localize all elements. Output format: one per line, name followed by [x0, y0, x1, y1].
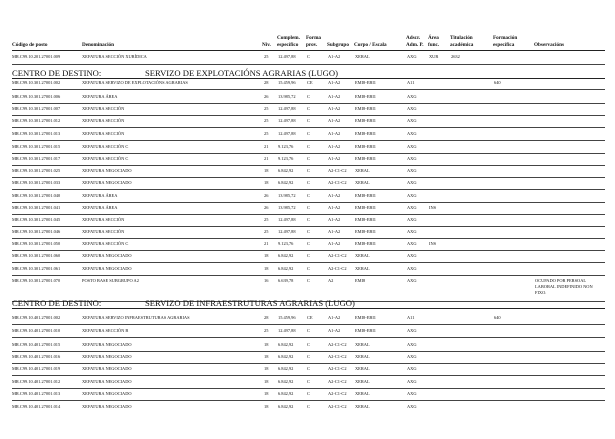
- row-denomination: XEFATURA SECCIÓN: [82, 217, 125, 222]
- row-complement: 12.497,88: [278, 328, 296, 333]
- row-level: 25: [264, 217, 269, 222]
- header-area-1: Área: [428, 35, 439, 41]
- row-divider: [12, 153, 605, 154]
- row-provision: C: [307, 266, 310, 271]
- row-corps: EMI8-EBI1: [355, 131, 376, 136]
- row-level: 16: [264, 278, 269, 283]
- row-adscription: AXG: [407, 180, 417, 185]
- row-observations: OCUPADO POR PERSOAL: [535, 278, 587, 283]
- row-qualification: 2632: [451, 54, 460, 59]
- row-denomination: XEFATURA SECCIÓN C: [82, 144, 129, 149]
- row-provision: CE: [307, 80, 313, 85]
- header-codigo: Código de posto: [12, 42, 48, 48]
- row-code: MR.C99.10.301.27001.070: [12, 278, 61, 283]
- row-complement: 12.497,88: [278, 118, 296, 123]
- row-subgroup: A2-C1-C2: [328, 168, 347, 173]
- row-denomination: XEFATURA SECCIÓN B: [82, 328, 129, 333]
- row-divider: [12, 250, 605, 251]
- row-subgroup: A1-A2: [328, 80, 341, 85]
- row-subgroup: A2-C1-C2: [328, 366, 347, 371]
- row-provision: C: [307, 131, 310, 136]
- row-denomination: XEFATURA NEGOCIADO: [82, 180, 132, 185]
- row-code: MR.C99.10.301.27001.033: [12, 180, 61, 185]
- row-provision: C: [307, 217, 310, 222]
- row-denomination: XEFATURA NEGOCIADO: [82, 168, 132, 173]
- row-corps: EMI8-EBI1: [355, 193, 376, 198]
- row-adscription: AXG: [407, 144, 417, 149]
- header-rule: [12, 50, 605, 51]
- row-divider: [12, 103, 605, 104]
- row-adscription: AXG: [407, 217, 417, 222]
- section-title: SERVIZO DE INFRAESTRUTURAS AGRARIAS (LUGO): [145, 298, 355, 308]
- row-divider: [12, 89, 605, 90]
- row-corps: EMI8-EBI1: [355, 156, 376, 161]
- row-adscription: AXG: [407, 379, 417, 384]
- row-level: 26: [264, 205, 269, 210]
- row-area: XUR: [429, 54, 439, 59]
- row-complement: 12.497,88: [278, 131, 296, 136]
- row-subgroup: A1-A2: [328, 205, 341, 210]
- row-level: 25: [264, 54, 269, 59]
- row-corps: EMI8-EBI1: [355, 229, 376, 234]
- row-adscription: AXG: [407, 118, 417, 123]
- row-divider: [12, 64, 605, 65]
- row-divider: [12, 238, 605, 239]
- row-complement: 15.459,96: [278, 80, 296, 85]
- row-corps: XERAL: [355, 253, 370, 258]
- row-denomination: XEFATURA NEGOCIADO: [82, 366, 132, 371]
- section-rule: [12, 78, 605, 79]
- row-complement: 6.842,92: [278, 342, 294, 347]
- row-complement: 9.123,76: [278, 156, 294, 161]
- row-divider: [12, 337, 605, 338]
- row-level: 18: [264, 379, 269, 384]
- row-subgroup: A1-A2: [328, 156, 341, 161]
- row-provision: C: [307, 205, 310, 210]
- row-code: MR.C99.10.301.27001.040: [12, 193, 61, 198]
- row-provision: C: [307, 253, 310, 258]
- row-divider: [12, 363, 605, 364]
- row-divider: [12, 351, 605, 352]
- row-complement: 6.842,92: [278, 354, 294, 359]
- row-complement: 6.842,92: [278, 266, 294, 271]
- row-subgroup: A2-C1-C2: [328, 391, 347, 396]
- row-denomination: XEFATURA ÁREA: [82, 205, 118, 210]
- row-code: MR.C99.10.401.27001.010: [12, 328, 61, 333]
- header-forma-1: Forma: [306, 35, 321, 41]
- row-provision: C: [307, 180, 310, 185]
- row-provision: C: [307, 54, 310, 59]
- row-level: 18: [264, 342, 269, 347]
- row-provision: C: [307, 156, 310, 161]
- row-level: 26: [264, 94, 269, 99]
- header-titulacion-1: Titulación: [450, 35, 473, 41]
- row-subgroup: A2-C1-C2: [328, 253, 347, 258]
- row-adscription: AXG: [407, 266, 417, 271]
- row-code: MR.C99.10.401.27001.014: [12, 404, 61, 409]
- row-denomination: XEFATURA SECCIÓN C: [82, 156, 129, 161]
- row-code: MR.C99.10.201.27001.009: [12, 54, 61, 59]
- row-corps: XERAL: [355, 342, 370, 347]
- row-level: 28: [264, 315, 269, 320]
- row-complement: 13.985,72: [278, 94, 296, 99]
- row-divider: [12, 400, 605, 401]
- row-divider: [12, 214, 605, 215]
- row-level: 25: [264, 118, 269, 123]
- row-provision: C: [307, 354, 310, 359]
- row-denomination: XEFATURA NEGOCIADO: [82, 379, 132, 384]
- row-provision: CE: [307, 315, 313, 320]
- row-adscription: AXG: [407, 328, 417, 333]
- row-adscription: AXG: [407, 94, 417, 99]
- row-provision: C: [307, 241, 310, 246]
- row-adscription: AXG: [407, 391, 417, 396]
- row-adscription: AXG: [407, 106, 417, 111]
- row-corps: EMI8-EBI1: [355, 328, 376, 333]
- row-code: MR.C99.10.301.27001.061: [12, 266, 61, 271]
- row-corps: XERAL: [355, 366, 370, 371]
- row-provision: C: [307, 379, 310, 384]
- row-subgroup: A2-C1-C2: [328, 266, 347, 271]
- section-title: SERVIZO DE EXPLOTACIÓNS AGRARIAS (LUGO): [145, 68, 338, 78]
- row-adscription: AXG: [407, 354, 417, 359]
- row-complement: 12.497,88: [278, 229, 296, 234]
- row-adscription: AXG: [407, 278, 417, 283]
- row-denomination: XEFATURA NEGOCIADO: [82, 391, 132, 396]
- header-formacion-2: específica: [493, 42, 515, 48]
- row-level: 25: [264, 106, 269, 111]
- row-code: MR.C99.10.301.27001.045: [12, 217, 61, 222]
- row-level: 18: [264, 366, 269, 371]
- row-code: MR.C99.10.301.27001.017: [12, 156, 61, 161]
- row-divider: [12, 189, 605, 190]
- row-code: MR.C99.10.301.27001.015: [12, 144, 61, 149]
- row-corps: XERAL: [355, 54, 370, 59]
- row-subgroup: A1-A2: [328, 144, 341, 149]
- row-subgroup: A2-C1-C2: [328, 180, 347, 185]
- row-denomination: XEFATURA NEGOCIADO: [82, 253, 132, 258]
- row-complement: 6.842,92: [278, 366, 294, 371]
- row-denomination: XEFATURA NEGOCIADO: [82, 404, 132, 409]
- row-provision: C: [307, 366, 310, 371]
- row-provision: C: [307, 391, 310, 396]
- row-corps: EMI8-EBI1: [355, 217, 376, 222]
- section-label: CENTRO DE DESTINO:: [12, 298, 102, 308]
- header-adscr-2: Adm. P.: [406, 42, 424, 48]
- row-corps: EMI8-EBI1: [355, 118, 376, 123]
- row-provision: C: [307, 342, 310, 347]
- row-denomination: XEFATURA NEGOCIADO: [82, 266, 132, 271]
- row-complement: 6.842,92: [278, 180, 294, 185]
- row-provision: C: [307, 144, 310, 149]
- row-area: INS: [429, 241, 437, 246]
- row-code: MR.C99.10.301.27001.025: [12, 168, 61, 173]
- row-provision: C: [307, 193, 310, 198]
- row-divider: [12, 127, 605, 128]
- row-training: 640: [494, 315, 501, 320]
- section-label: CENTRO DE DESTINO:: [12, 68, 102, 78]
- row-level: 25: [264, 131, 269, 136]
- row-code: MR.C99.10.401.27001.015: [12, 342, 61, 347]
- row-adscription: A11: [407, 80, 415, 85]
- row-complement: 6.842,92: [278, 253, 294, 258]
- row-code: MR.C99.10.301.27001.013: [12, 131, 61, 136]
- row-complement: 6.639,78: [278, 278, 294, 283]
- row-subgroup: A1-A2: [328, 229, 341, 234]
- row-denomination: XEFATURA SECCIÓN: [82, 131, 125, 136]
- row-corps: XERAL: [355, 379, 370, 384]
- row-code: MR.C99.10.401.27001.019: [12, 366, 61, 371]
- row-corps: EMI8-EBI1: [355, 94, 376, 99]
- row-denomination: XEFATURA SERVIZO INFRAESTRUTURAS AGRARIAS: [82, 315, 190, 320]
- row-level: 21: [264, 241, 269, 246]
- row-training: 640: [494, 80, 501, 85]
- row-level: 18: [264, 404, 269, 409]
- row-denomination: POSTO BASE SUBGRUPO A2: [82, 278, 139, 283]
- row-subgroup: A2-C1-C2: [328, 404, 347, 409]
- row-denomination: XEFATURA SECCIÓN XURÍDICA: [82, 54, 147, 59]
- row-subgroup: A1-A2: [328, 94, 341, 99]
- header-denominacion: Denominación: [82, 42, 114, 48]
- row-corps: EMI8-EBI1: [355, 80, 376, 85]
- header-area-2: func.: [428, 42, 440, 48]
- row-adscription: AXG: [407, 205, 417, 210]
- row-complement: 9.123,76: [278, 144, 294, 149]
- row-subgroup: A1-A2: [328, 193, 341, 198]
- row-complement: 12.497,88: [278, 54, 296, 59]
- row-divider: [12, 115, 605, 116]
- row-level: 21: [264, 156, 269, 161]
- row-corps: EMI8-EBI1: [355, 205, 376, 210]
- row-provision: C: [307, 229, 310, 234]
- row-adscription: AXG: [407, 156, 417, 161]
- row-observations: LABORAL INDEFINIDO NON: [535, 284, 593, 289]
- row-subgroup: A1-A2: [328, 131, 341, 136]
- row-corps: XERAL: [355, 354, 370, 359]
- row-level: 18: [264, 354, 269, 359]
- row-code: MR.C99.10.301.27001.002: [12, 80, 61, 85]
- row-corps: EMI8: [355, 278, 366, 283]
- row-subgroup: A1-A2: [328, 217, 341, 222]
- row-provision: C: [307, 106, 310, 111]
- row-complement: 6.842,92: [278, 379, 294, 384]
- row-code: MR.C99.10.301.27001.006: [12, 94, 61, 99]
- row-subgroup: A1-A2: [328, 328, 341, 333]
- row-corps: XERAL: [355, 168, 370, 173]
- row-subgroup: A1-A2: [328, 315, 341, 320]
- row-complement: 12.497,88: [278, 217, 296, 222]
- header-complem-2: específico: [277, 42, 299, 48]
- section-rule: [12, 308, 605, 309]
- row-complement: 13.985,72: [278, 205, 296, 210]
- header-titulacion-2: académica: [450, 42, 474, 48]
- row-denomination: XEFATURA NEGOCIADO: [82, 342, 132, 347]
- row-adscription: AXG: [407, 404, 417, 409]
- row-subgroup: A1-A2: [328, 106, 341, 111]
- row-provision: C: [307, 118, 310, 123]
- row-code: MR.C99.10.301.27001.060: [12, 253, 61, 258]
- header-niv: Niv.: [262, 42, 271, 48]
- header-forma-2: prov.: [306, 42, 318, 48]
- row-provision: C: [307, 278, 310, 283]
- row-denomination: XEFATURA NEGOCIADO: [82, 354, 132, 359]
- row-code: MR.C99.10.301.27001.041: [12, 205, 61, 210]
- row-divider: [12, 375, 605, 376]
- header-subgrupo: Subgrupo: [327, 42, 349, 48]
- row-adscription: AXG: [407, 253, 417, 258]
- row-divider: [12, 140, 605, 141]
- row-code: MR.C99.10.301.27001.046: [12, 229, 61, 234]
- row-subgroup: A1-A2: [328, 118, 341, 123]
- row-denomination: XEFATURA SECCIÓN: [82, 106, 125, 111]
- row-subgroup: A2-C1-C2: [328, 379, 347, 384]
- row-divider: [12, 177, 605, 178]
- row-adscription: AXG: [407, 366, 417, 371]
- row-denomination: XEFATURA SECCIÓN: [82, 229, 125, 234]
- row-adscription: AXG: [407, 241, 417, 246]
- row-corps: XERAL: [355, 180, 370, 185]
- row-complement: 15.459,96: [278, 315, 296, 320]
- row-corps: EMI8-EBI1: [355, 315, 376, 320]
- row-code: MR.C99.10.301.27001.012: [12, 118, 61, 123]
- row-denomination: XEFATURA ÁREA: [82, 193, 118, 198]
- row-adscription: AXG: [407, 229, 417, 234]
- header-formacion-1: Formación: [493, 35, 518, 41]
- row-code: MR.C99.10.401.27001.012: [12, 379, 61, 384]
- row-level: 18: [264, 180, 269, 185]
- row-code: MR.C99.10.401.27001.002: [12, 315, 61, 320]
- row-divider: [12, 226, 605, 227]
- row-subgroup: A2-C1-C2: [328, 354, 347, 359]
- row-code: MR.C99.10.301.27001.050: [12, 241, 61, 246]
- row-complement: 9.123,76: [278, 241, 294, 246]
- row-complement: 12.497,88: [278, 106, 296, 111]
- row-level: 26: [264, 193, 269, 198]
- row-complement: 6.842,92: [278, 168, 294, 173]
- row-denomination: XEFATURA SECCIÓN C: [82, 241, 129, 246]
- row-observations: FIXO.: [535, 290, 547, 295]
- row-subgroup: A1-A2: [328, 241, 341, 246]
- row-corps: EMI8-EBI1: [355, 241, 376, 246]
- row-adscription: AXG: [407, 131, 417, 136]
- header-adscr-1: Adscr.: [406, 35, 421, 41]
- row-divider: [12, 262, 605, 263]
- row-adscription: AXG: [407, 54, 417, 59]
- header-complem-1: Complem.: [277, 35, 300, 41]
- row-adscription: A11: [407, 315, 415, 320]
- row-level: 21: [264, 144, 269, 149]
- row-adscription: AXG: [407, 342, 417, 347]
- row-code: MR.C99.10.401.27001.013: [12, 391, 61, 396]
- header-corpo: Corpo / Escala: [354, 42, 387, 48]
- row-corps: XERAL: [355, 266, 370, 271]
- row-level: 18: [264, 266, 269, 271]
- row-corps: XERAL: [355, 391, 370, 396]
- row-corps: EMI8-EBI1: [355, 144, 376, 149]
- row-provision: C: [307, 404, 310, 409]
- row-complement: 13.985,72: [278, 193, 296, 198]
- row-code: MR.C99.10.301.27001.007: [12, 106, 61, 111]
- row-divider: [12, 275, 605, 276]
- row-complement: 6.842,92: [278, 404, 294, 409]
- row-subgroup: A2: [328, 278, 334, 283]
- row-corps: XERAL: [355, 404, 370, 409]
- row-divider: [12, 388, 605, 389]
- row-provision: C: [307, 168, 310, 173]
- row-denomination: XEFATURA SECCIÓN: [82, 118, 125, 123]
- row-subgroup: A1-A2: [328, 54, 341, 59]
- row-level: 18: [264, 168, 269, 173]
- row-provision: C: [307, 94, 310, 99]
- row-adscription: AXG: [407, 193, 417, 198]
- row-level: 25: [264, 229, 269, 234]
- row-divider: [12, 202, 605, 203]
- row-divider: [12, 324, 605, 325]
- row-level: 25: [264, 328, 269, 333]
- row-corps: EMI8-EBI1: [355, 106, 376, 111]
- row-provision: C: [307, 328, 310, 333]
- header-observacions: Observacións: [534, 42, 564, 48]
- row-level: 18: [264, 391, 269, 396]
- row-adscription: AXG: [407, 168, 417, 173]
- row-level: 18: [264, 253, 269, 258]
- row-code: MR.C99.10.401.27001.016: [12, 354, 61, 359]
- row-area: INS: [429, 205, 437, 210]
- row-complement: 6.842,92: [278, 391, 294, 396]
- row-level: 28: [264, 80, 269, 85]
- row-denomination: XEFATURA ÁREA: [82, 94, 118, 99]
- row-denomination: XEFATURA SERVIZO DE EXPLOTACIÓNS AGRARIAS: [82, 80, 188, 85]
- row-divider: [12, 165, 605, 166]
- row-subgroup: A2-C1-C2: [328, 342, 347, 347]
